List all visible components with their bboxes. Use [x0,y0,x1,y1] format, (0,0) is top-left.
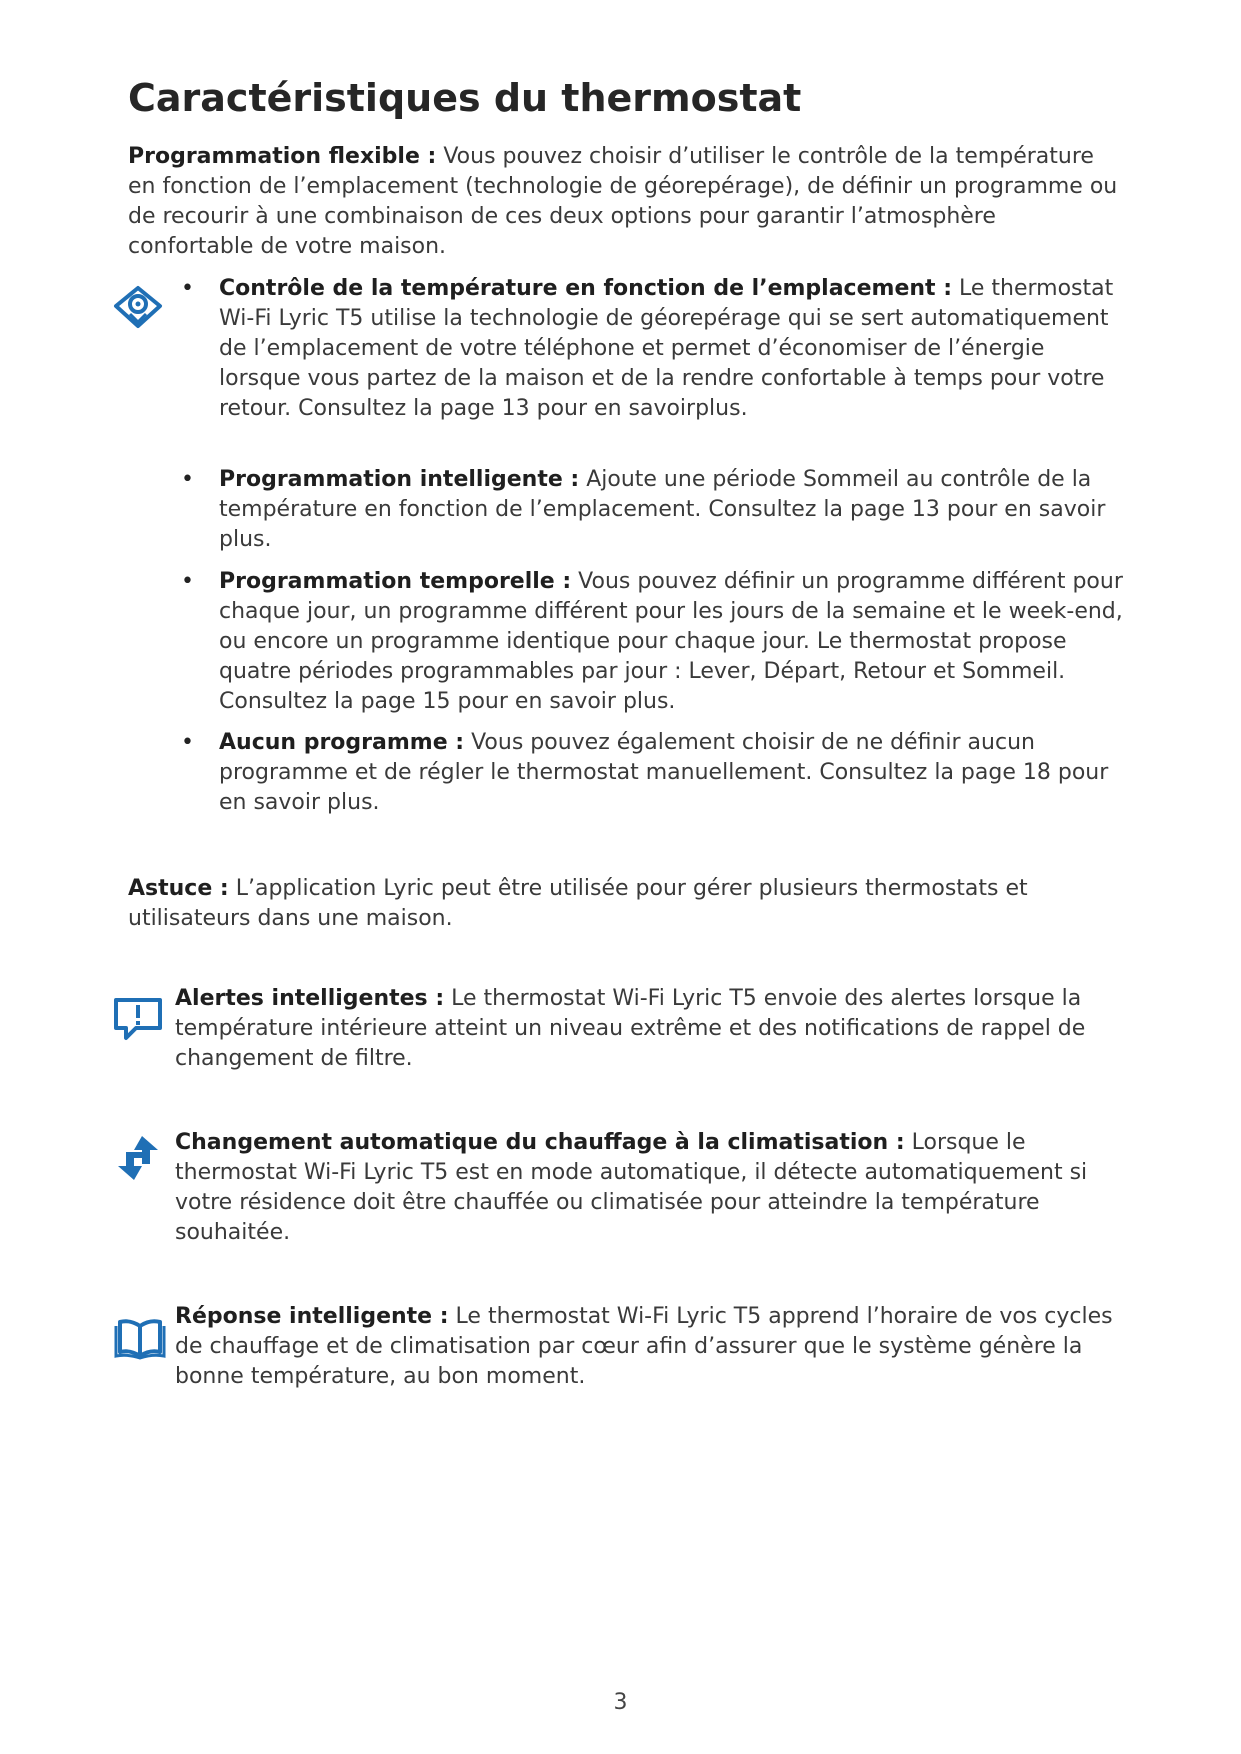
list-item-label: Programmation temporelle : [219,569,572,594]
geofence-location-icon [112,282,164,332]
feature-label: Réponse intelligente : [175,1304,449,1329]
feature-auto-changeover [175,1128,1135,1248]
heat-cool-switch-icon [114,1132,166,1184]
bullet-marker: • [181,569,194,594]
tip-text: L’application Lyric peut être utilisée pour gérer plusieurs thermostats et utilisateurs dans une maison. [128,876,1028,931]
list-item-label: Programmation intelligente : [219,467,580,492]
list-item [219,567,1124,717]
list-item-text: Vous pouvez également choisir de ne définir aucun programme et de régler le thermostat manuellement. Consultez la page 18 pour en savoir plus. [219,730,1109,815]
intro-label: Programmation flexible : [128,144,437,169]
book-icon [114,1316,166,1360]
feature-text: Le thermostat Wi-Fi Lyric T5 apprend l’horaire de vos cycles de chauffage et de climatisation par cœur afin d’assurer que le système génère la bonne température, au bon moment. [175,1304,1113,1389]
feature-label: Changement automatique du chauffage à la climatisation : [175,1130,905,1155]
feature-smart-alerts [175,984,1135,1074]
intro-text: Vous pouvez choisir d’utiliser le contrôle de la température en fonction de l’emplacement (technologie de géorepérage), de définir un programme ou de recourir à une combinaison de ces deux options pour garantir l’atmosphère confortable de votre maison. [128,144,1118,259]
tip-label: Astuce : [128,876,229,901]
page-title: Caractéristiques du thermostat [128,76,802,120]
list-item-label: Contrôle de la température en fonction de l’emplacement : [219,276,953,301]
feature-smart-response [175,1302,1135,1392]
list-item [219,728,1124,818]
list-item-text: Ajoute une période Sommeil au contrôle de la température en fonction de l’emplacement. Consultez la page 13 pour en savoir plus. [219,467,1106,552]
list-item-label: Aucun programme : [219,730,465,755]
bullet-marker: • [181,467,194,492]
bullet-marker: • [181,730,194,755]
list-item [219,274,1124,424]
feature-label: Alertes intelligentes : [175,986,445,1011]
intro-paragraph [128,142,1128,262]
alert-icon [112,996,164,1042]
list-item-text: Le thermostat Wi-Fi Lyric T5 utilise la technologie de géorepérage qui se sert automatiquement de l’emplacement de votre téléphone et permet d’économiser de l’énergie lorsque vous partez de la maison et de la rendre confortable à temps pour votre retour. Consultez la page 13 pour en savoirplus. [219,276,1114,421]
list-item-text: Vous pouvez définir un programme différent pour chaque jour, un programme différent pour les jours de la semaine et le week-end, ou encore un programme identique pour chaque jour. Le thermostat propose quatre périodes programmables par jour : Lever, Départ, Retour et Sommeil. Consultez la page 15 pour en savoir plus. [219,569,1123,714]
feature-text: Lorsque le thermostat Wi-Fi Lyric T5 est en mode automatique, il détecte automatiquement si votre résidence doit être chauffée ou climatisée pour atteindre la température souhaitée. [175,1130,1088,1245]
bullet-marker: • [181,276,194,301]
list-item [219,465,1124,555]
tip-paragraph [128,874,1128,934]
page-number: 3 [613,1690,628,1715]
feature-text: Le thermostat Wi-Fi Lyric T5 envoie des alertes lorsque la température intérieure atteint un niveau extrême et des notifications de rappel de changement de filtre. [175,986,1086,1071]
